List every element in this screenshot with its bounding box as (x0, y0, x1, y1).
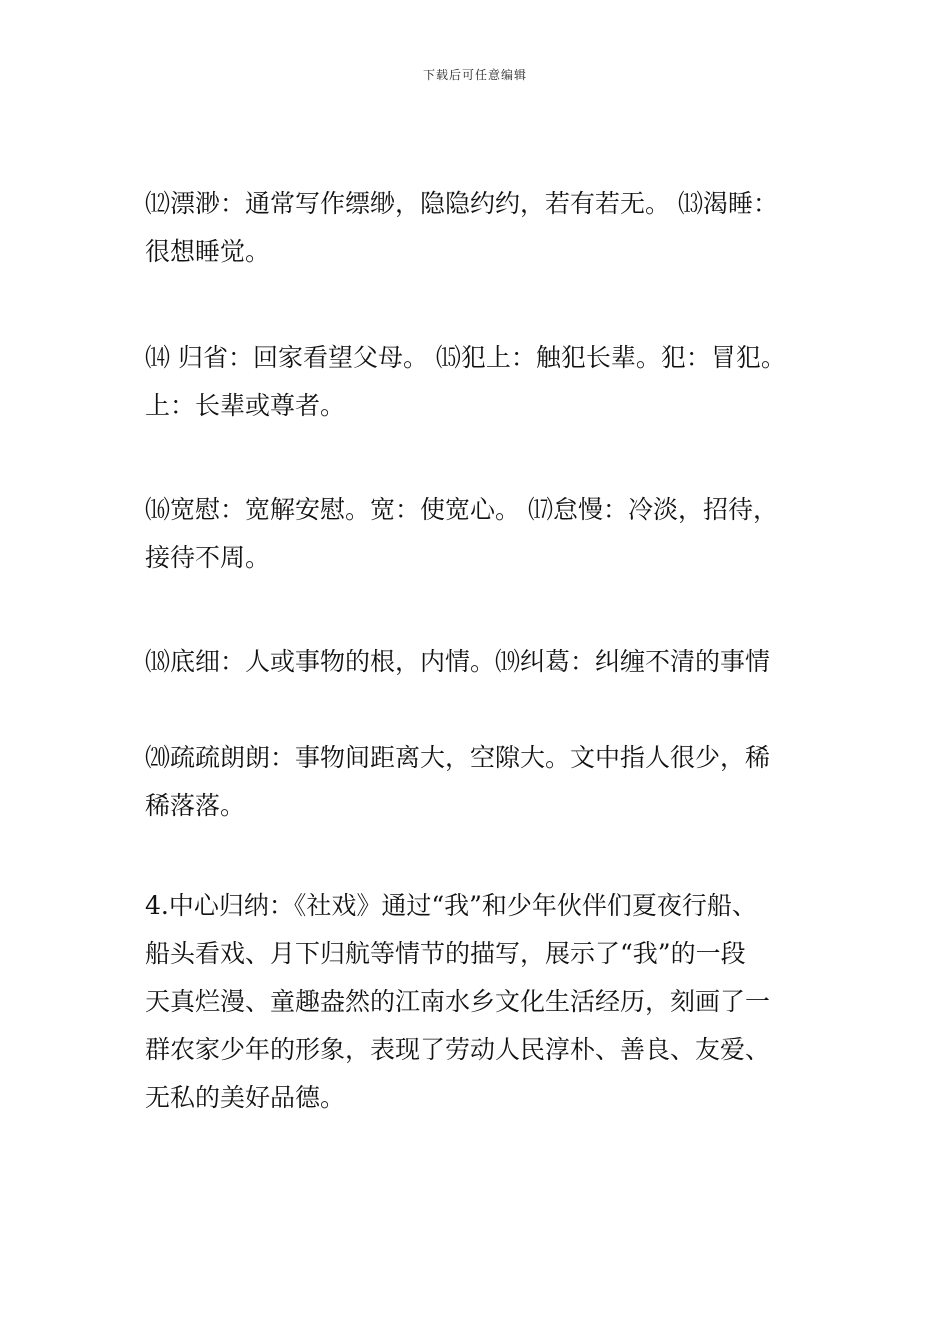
annotation-paragraph-20 (145, 734, 835, 830)
page-header: 下载后可任意编辑 (422, 68, 527, 82)
text-line: ⒁ 归省：回家看望父母。 ⒂犯上：触犯长辈。犯：冒犯。 (145, 343, 786, 372)
annotation-paragraph-18-19 (145, 638, 835, 686)
text-line: 天真烂漫、童趣盎然的江南水乡文化生活经历，刻画了一 (145, 987, 771, 1016)
text-line: ⑿漂渺：通常写作缥缈，隐隐约约，若有若无。 ⒀渴睡： (145, 189, 778, 218)
text-line: 接待不周。 (145, 543, 271, 572)
text-line: 群农家少年的形象，表现了劳动人民淳朴、善良、友爱、 (145, 1035, 771, 1064)
document-body (145, 180, 835, 1122)
text-line: 船头看戏、月下归航等情节的描写，展示了“我”的一段 (145, 939, 746, 968)
annotation-paragraph-14-15 (145, 334, 835, 430)
text-line: 上：长辈或尊者。 (145, 391, 346, 420)
text-line: ⒇疏疏朗朗：事物间距离大，空隙大。文中指人很少，稀 (145, 743, 771, 772)
annotation-paragraph-16-17 (145, 486, 835, 582)
text-line: ⒅底细：人或事物的根，内情。⒆纠葛：纠缠不清的事情 (145, 647, 771, 676)
text-line: 无私的美好品德。 (145, 1083, 346, 1112)
central-summary-paragraph (145, 882, 835, 1122)
text-line: 4.中心归纳：《社戏》通过“我”和少年伙伴们夏夜行船、 (145, 891, 757, 920)
text-line: 很想睡觉。 (145, 237, 271, 266)
annotation-paragraph-12-13 (145, 180, 835, 276)
text-line: 稀落落。 (145, 791, 246, 820)
text-line: ⒃宽慰：宽解安慰。宽：使宽心。 ⒄怠慢：冷淡，招待， (145, 495, 778, 524)
